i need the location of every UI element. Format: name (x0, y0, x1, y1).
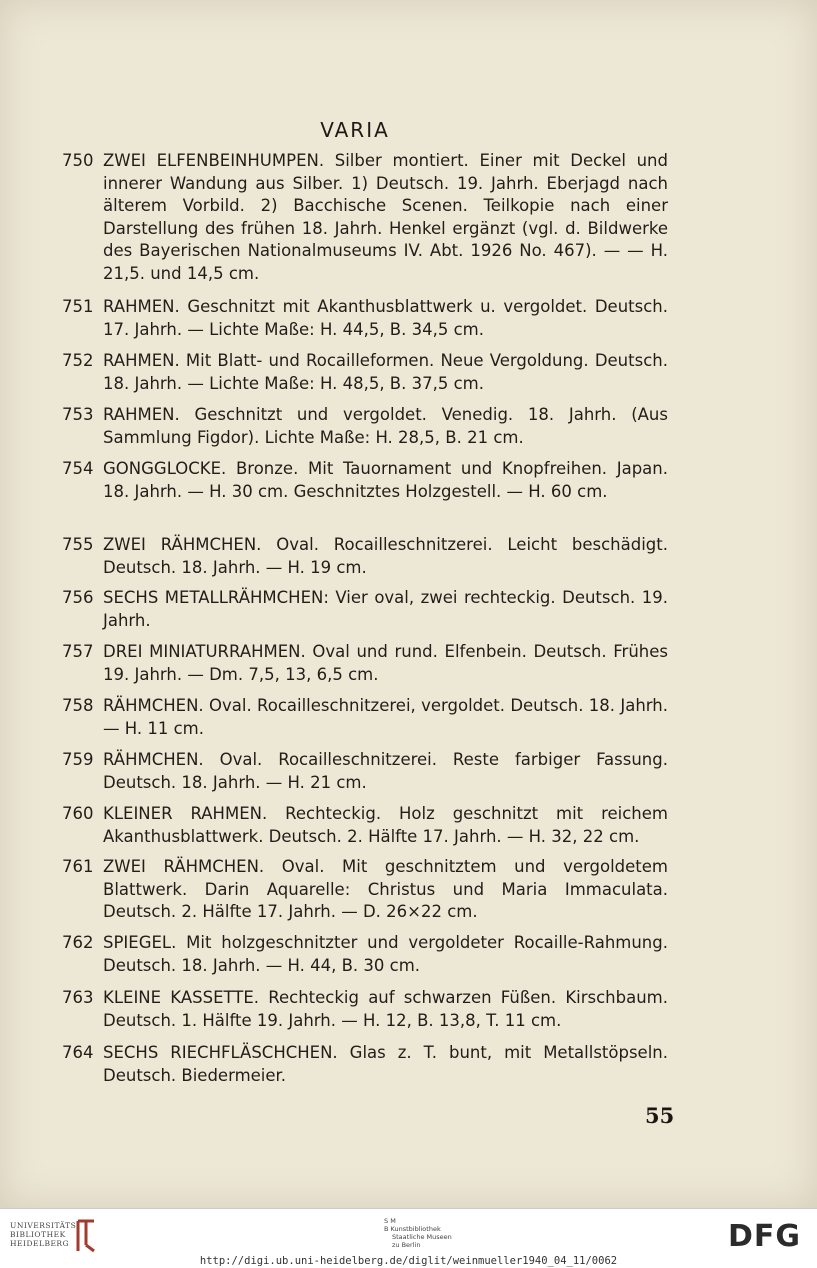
entry-number: 750 (62, 151, 94, 170)
entry-number: 756 (62, 588, 94, 607)
entry-number: 759 (62, 750, 94, 769)
entry-text: KLEINER RAHMEN. Rechteckig. Holz geschnitzt mit reichem Akanthusblattwerk. Deutsch. 2. Hälfte 17. Jahrh. — H. 32, 22 cm. (103, 804, 668, 846)
entry-number: 761 (62, 857, 94, 876)
entry-text: SECHS RIECHFLÄSCHCHEN. Glas z. T. bunt, mit Metallstöpseln. Deutsch. Biedermeier. (103, 1043, 668, 1085)
entry-text: RÄHMCHEN. Oval. Rocailleschnitzerei. Reste farbiger Fassung. Deutsch. 18. Jahrh. — H. 21 cm. (103, 750, 668, 792)
entry-number: 760 (62, 804, 94, 823)
section-heading: VARIA (320, 118, 390, 142)
catalog-entry (62, 856, 668, 924)
catalog-entry (62, 458, 668, 503)
entry-text: ZWEI RÄHMCHEN. Oval. Rocailleschnitzerei. Leicht beschädigt. Deutsch. 18. Jahrh. — H. 19 cm. (103, 535, 668, 577)
page-number: 55 (645, 1103, 675, 1128)
entry-text: GONGGLOCKE. Bronze. Mit Tauornament und Knopfreihen. Japan. 18. Jahrh. — H. 30 cm. Geschnitztes Holzgestell. — H. 60 cm. (103, 459, 668, 501)
uni-line: BIBLIOTHEK (10, 1230, 66, 1239)
entry-number: 764 (62, 1043, 94, 1062)
entry-number: 762 (62, 933, 94, 952)
entry-text: DREI MINIATURRAHMEN. Oval und rund. Elfenbein. Deutsch. Frühes 19. Jahrh. — Dm. 7,5, 13, 6,5 cm. (103, 642, 668, 684)
catalog-entry (62, 695, 668, 740)
catalog-entry (62, 150, 668, 286)
entry-text: ZWEI RÄHMCHEN. Oval. Mit geschnitztem und vergoldetem Blattwerk. Darin Aquarelle: Christus und Maria Immaculata. Deutsch. 2. Hälfte 17. Jahrh. — D. 26×22 cm. (103, 857, 668, 922)
museum-line: Staatliche Museen (392, 1233, 452, 1241)
entry-number: 758 (62, 696, 94, 715)
entry-number: 751 (62, 297, 94, 316)
museum-line: B Kunstbibliothek (384, 1225, 441, 1233)
source-url[interactable]: http://digi.ub.uni-heidelberg.de/diglit/weinmueller1940_04_11/0062 (199, 1255, 618, 1267)
catalog-entry (62, 641, 668, 686)
catalog-entry (62, 296, 668, 341)
catalog-entry (62, 803, 668, 848)
museum-line: S M (384, 1217, 396, 1225)
uni-line: HEIDELBERG (10, 1239, 70, 1248)
entry-text: KLEINE KASSETTE. Rechteckig auf schwarzen Füßen. Kirschbaum. Deutsch. 1. Hälfte 19. Jahrh. — H. 12, B. 13,8, T. 11 cm. (103, 988, 668, 1030)
entry-number: 757 (62, 642, 94, 661)
entry-text: SECHS METALLRÄHMCHEN: Vier oval, zwei rechteckig. Deutsch. 19. Jahrh. (103, 588, 668, 630)
entry-number: 752 (62, 351, 94, 370)
catalog-entry (62, 534, 668, 579)
catalog-entry (62, 932, 668, 977)
catalog-entry (62, 404, 668, 449)
entry-number: 755 (62, 535, 94, 554)
catalog-entry (62, 749, 668, 794)
entry-number: 754 (62, 459, 94, 478)
footer-bar (0, 1208, 817, 1268)
entry-text: RAHMEN. Mit Blatt- und Rocailleformen. Neue Vergoldung. Deutsch. 18. Jahrh. — Lichte Maße: H. 48,5, B. 37,5 cm. (103, 351, 668, 393)
university-library-label (10, 1221, 80, 1248)
entry-number: 753 (62, 405, 94, 424)
catalog-entry (62, 1042, 668, 1087)
entry-text: RAHMEN. Geschnitzt mit Akanthusblattwerk u. vergoldet. Deutsch. 17. Jahrh. — Lichte Maße: H. 44,5, B. 34,5 cm. (103, 297, 668, 339)
entry-text: RAHMEN. Geschnitzt und vergoldet. Venedig. 18. Jahrh. (Aus Sammlung Figdor). Lichte Maße: H. 28,5, B. 21 cm. (103, 405, 668, 447)
catalog-entry (62, 987, 668, 1032)
dfg-logo: DFG (728, 1219, 802, 1254)
entry-text: SPIEGEL. Mit holzgeschnitzter und vergoldeter Rocaille-Rahmung. Deutsch. 18. Jahrh. — H. 44, B. 30 cm. (103, 933, 668, 975)
museum-label (384, 1217, 452, 1249)
museum-line: zu Berlin (392, 1241, 421, 1249)
uni-line: UNIVERSITÄTS- (10, 1221, 80, 1230)
catalog-entry (62, 587, 668, 632)
university-logo-icon (74, 1219, 98, 1253)
entry-number: 763 (62, 988, 94, 1007)
entry-text: RÄHMCHEN. Oval. Rocailleschnitzerei, vergoldet. Deutsch. 18. Jahrh. — H. 11 cm. (103, 696, 668, 738)
entry-text: ZWEI ELFENBEINHUMPEN. Silber montiert. Einer mit Deckel und innerer Wandung aus Silber. 1) Deutsch. 19. Jahrh. Eberjagd nach älterem Vorbild. 2) Bacchische Scenen. Teilkopie nach einer Darstellung des frühen 18. Jahrh. Henkel ergänzt (vgl. d. Bildwerke des Bayerischen Nationalmuseums IV. Abt. 1926 No. 467). — — H. 21,5. und 14,5 cm. (103, 151, 668, 283)
catalog-entry (62, 350, 668, 395)
